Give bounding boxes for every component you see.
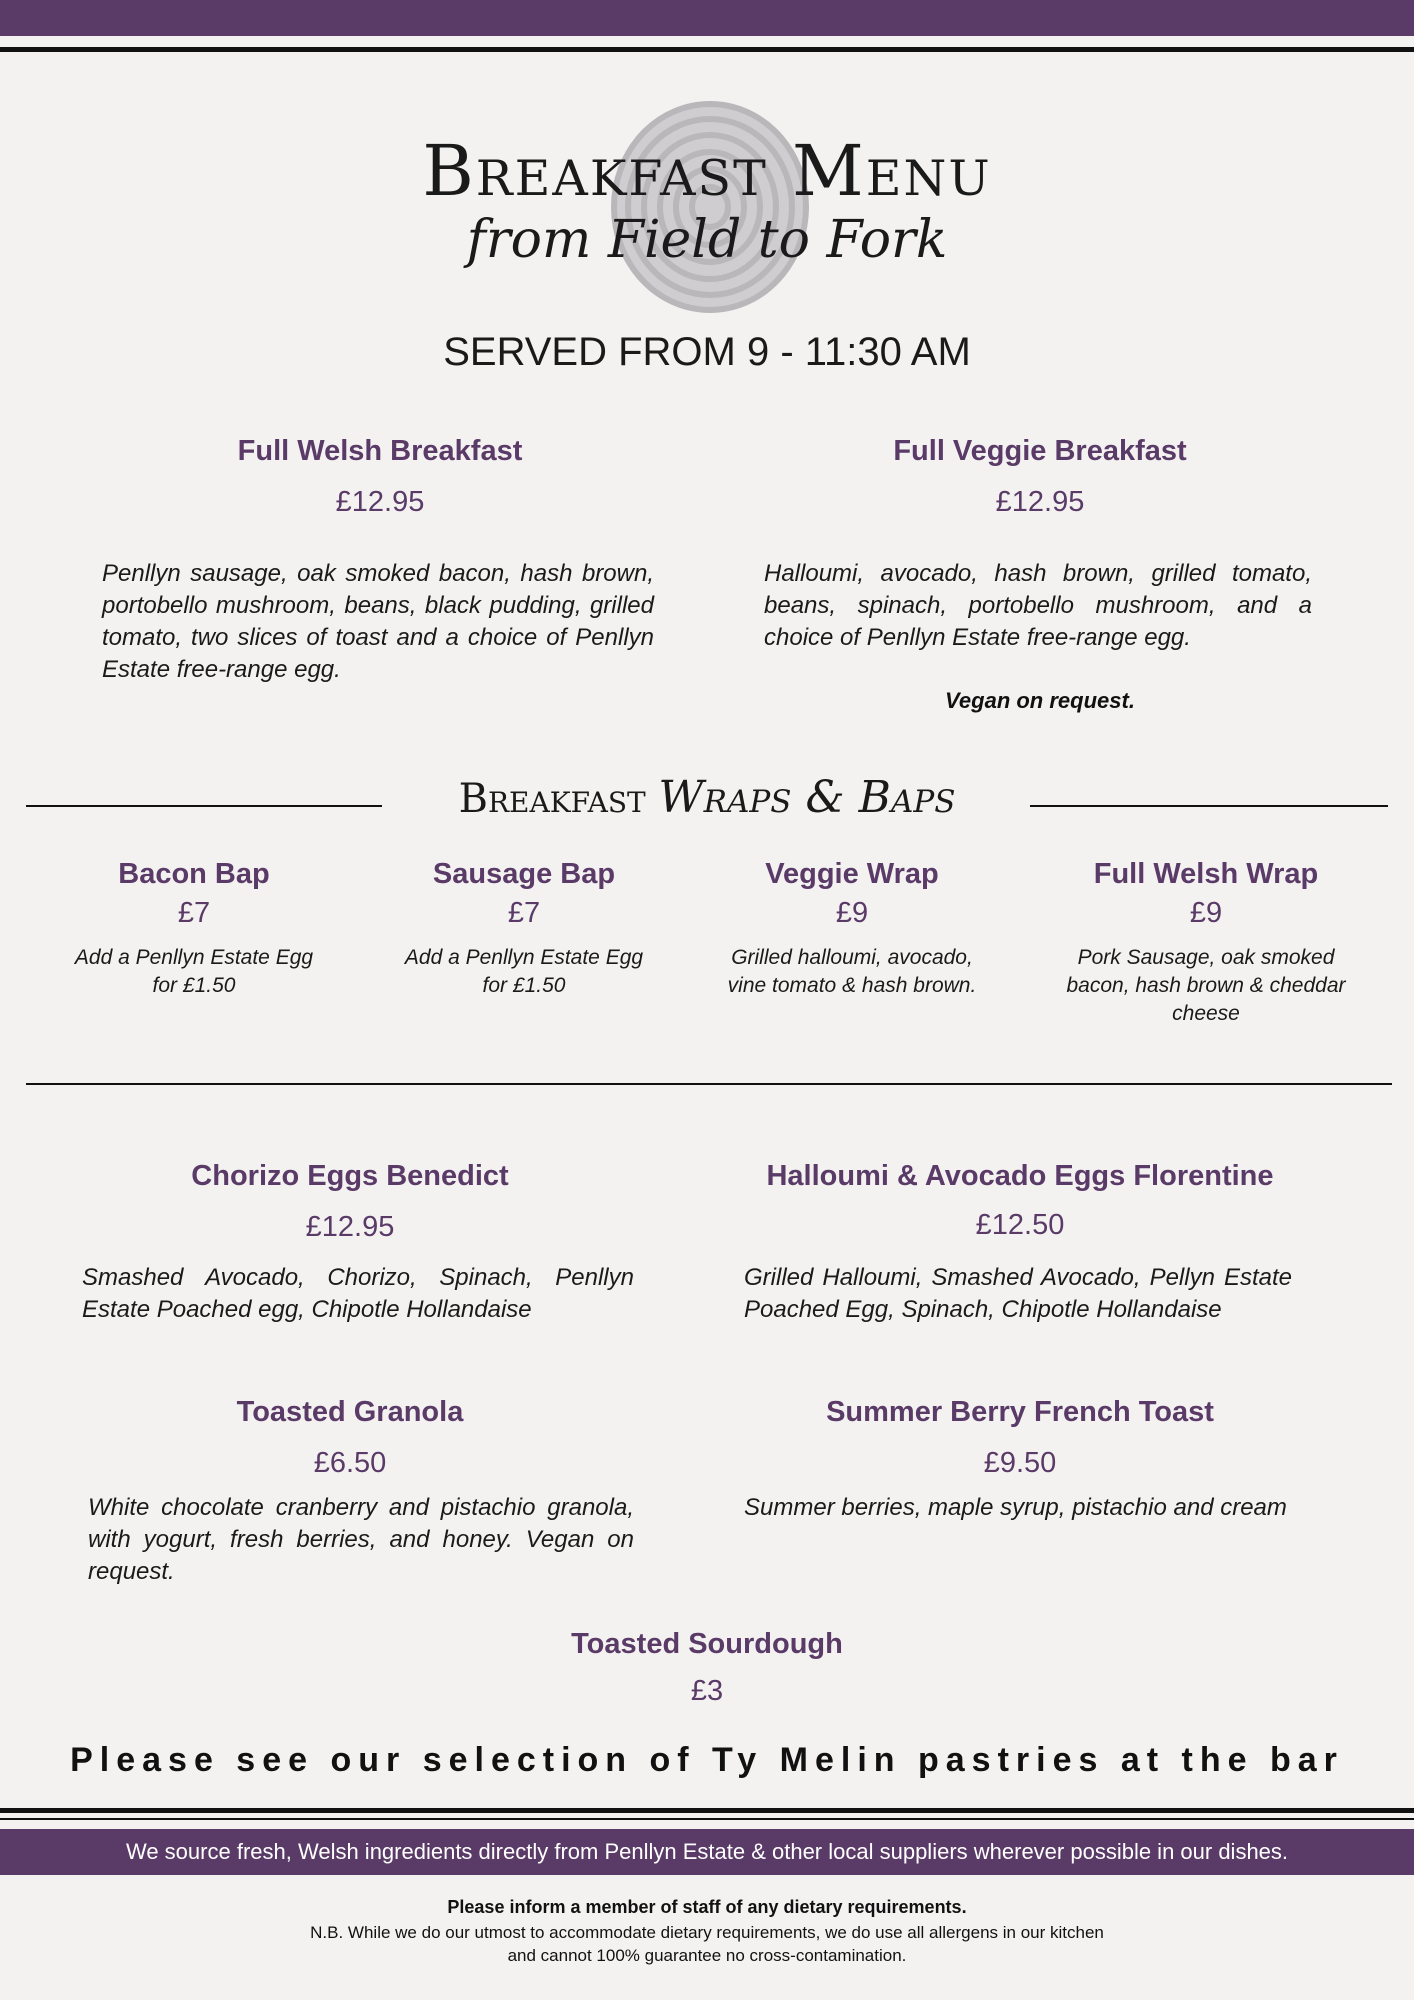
bottom-rule-thin	[0, 1818, 1414, 1820]
item-name: Full Welsh Wrap	[1093, 858, 1319, 890]
item-price: £12.95	[335, 486, 425, 518]
item-chorizo-eggs-benedict	[80, 1160, 620, 1244]
dietary-note: Please inform a member of staff of any dietary requirements.	[447, 1897, 967, 1917]
item-halloumi-eggs-florentine	[720, 1160, 1320, 1242]
item-name: Bacon Bap	[118, 858, 270, 890]
serving-hours: SERVED FROM 9 - 11:30 AM	[443, 330, 971, 374]
item-price: £12.95	[305, 1211, 395, 1243]
item-description: White chocolate cranberry and pistachio granola, with yogurt, fresh berries, and honey. Vegan on request.	[88, 1494, 634, 1585]
item-name: Chorizo Eggs Benedict	[191, 1160, 509, 1192]
item-name: Full Welsh Breakfast	[237, 435, 523, 467]
item-price: £12.95	[995, 486, 1085, 518]
item-toasted-granola	[80, 1396, 620, 1480]
section-title-wraps	[0, 772, 1414, 823]
top-color-bar	[0, 0, 1414, 36]
menu-title: Breakfast Menu	[422, 130, 992, 212]
section-divider-full	[26, 1083, 1392, 1085]
item-description: Penllyn sausage, oak smoked bacon, hash brown, portobello mushroom, beans, black pudding, grilled tomato, two slices of toast and a choice of Penllyn Estate free-range egg.	[102, 560, 654, 683]
wrap-item-sausage-bap	[384, 858, 664, 1000]
item-description: Smashed Avocado, Chorizo, Spinach, Penllyn Estate Poached egg, Chipotle Hollandaise	[82, 1264, 634, 1323]
allergen-note: N.B. While we do our utmost to accommodate dietary requirements, we do use all allergens in our kitchen and cannot 100% guarantee no cross-contamination.	[310, 1923, 1104, 1965]
item-name: Halloumi & Avocado Eggs Florentine	[766, 1160, 1274, 1192]
wrap-item-bacon-bap	[54, 858, 334, 1000]
top-rule	[0, 47, 1414, 52]
menu-subtitle: from Field to Fork	[466, 210, 948, 270]
section-title-part-a: Breakfast	[458, 776, 646, 822]
pastries-note: Please see our selection of Ty Melin pastries at the bar	[70, 1741, 1344, 1779]
sourcing-banner: We source fresh, Welsh ingredients directly from Penllyn Estate & other local suppliers wherever possible in our dishes.	[0, 1829, 1414, 1875]
item-name: Sausage Bap	[432, 858, 616, 890]
item-description: Add a Penllyn Estate Egg for £1.50	[404, 946, 644, 997]
main-item-full-veggie	[820, 435, 1260, 519]
item-name: Summer Berry French Toast	[826, 1396, 1214, 1428]
item-name: Full Veggie Breakfast	[893, 435, 1187, 467]
item-price: £9	[1189, 897, 1223, 929]
bottom-rule	[0, 1808, 1414, 1813]
wrap-item-full-welsh-wrap	[1046, 858, 1366, 1028]
item-description: Halloumi, avocado, hash brown, grilled tomato, beans, spinach, portobello mushroom, and a choice of Penllyn Estate free-range egg.	[764, 560, 1312, 651]
item-name: Toasted Sourdough	[571, 1628, 843, 1660]
item-price: £6.50	[313, 1447, 387, 1479]
wrap-item-veggie-wrap	[712, 858, 992, 1000]
item-description: Pork Sausage, oak smoked bacon, hash brown & cheddar cheese	[1066, 946, 1346, 1025]
main-item-full-welsh	[160, 435, 600, 519]
item-price: £7	[177, 897, 211, 929]
item-summer-berry-french-toast	[720, 1396, 1320, 1480]
item-price: £12.50	[975, 1209, 1065, 1241]
vegan-note: Vegan on request.	[945, 688, 1135, 713]
item-name: Toasted Granola	[236, 1396, 464, 1428]
item-description: Summer berries, maple syrup, pistachio and cream	[744, 1494, 1287, 1521]
item-description: Grilled halloumi, avocado, vine tomato & hash brown.	[727, 946, 977, 997]
item-description: Grilled Halloumi, Smashed Avocado, Pellyn Estate Poached Egg, Spinach, Chipotle Hollandaise	[744, 1264, 1292, 1323]
section-title-part-b: Wraps & Baps	[658, 772, 956, 823]
item-toasted-sourdough	[457, 1628, 957, 1708]
item-name: Veggie Wrap	[765, 858, 939, 890]
item-price: £3	[690, 1675, 724, 1707]
item-description: Add a Penllyn Estate Egg for £1.50	[74, 946, 314, 997]
item-price: £7	[507, 897, 541, 929]
item-price: £9.50	[983, 1447, 1057, 1479]
item-price: £9	[835, 897, 869, 929]
